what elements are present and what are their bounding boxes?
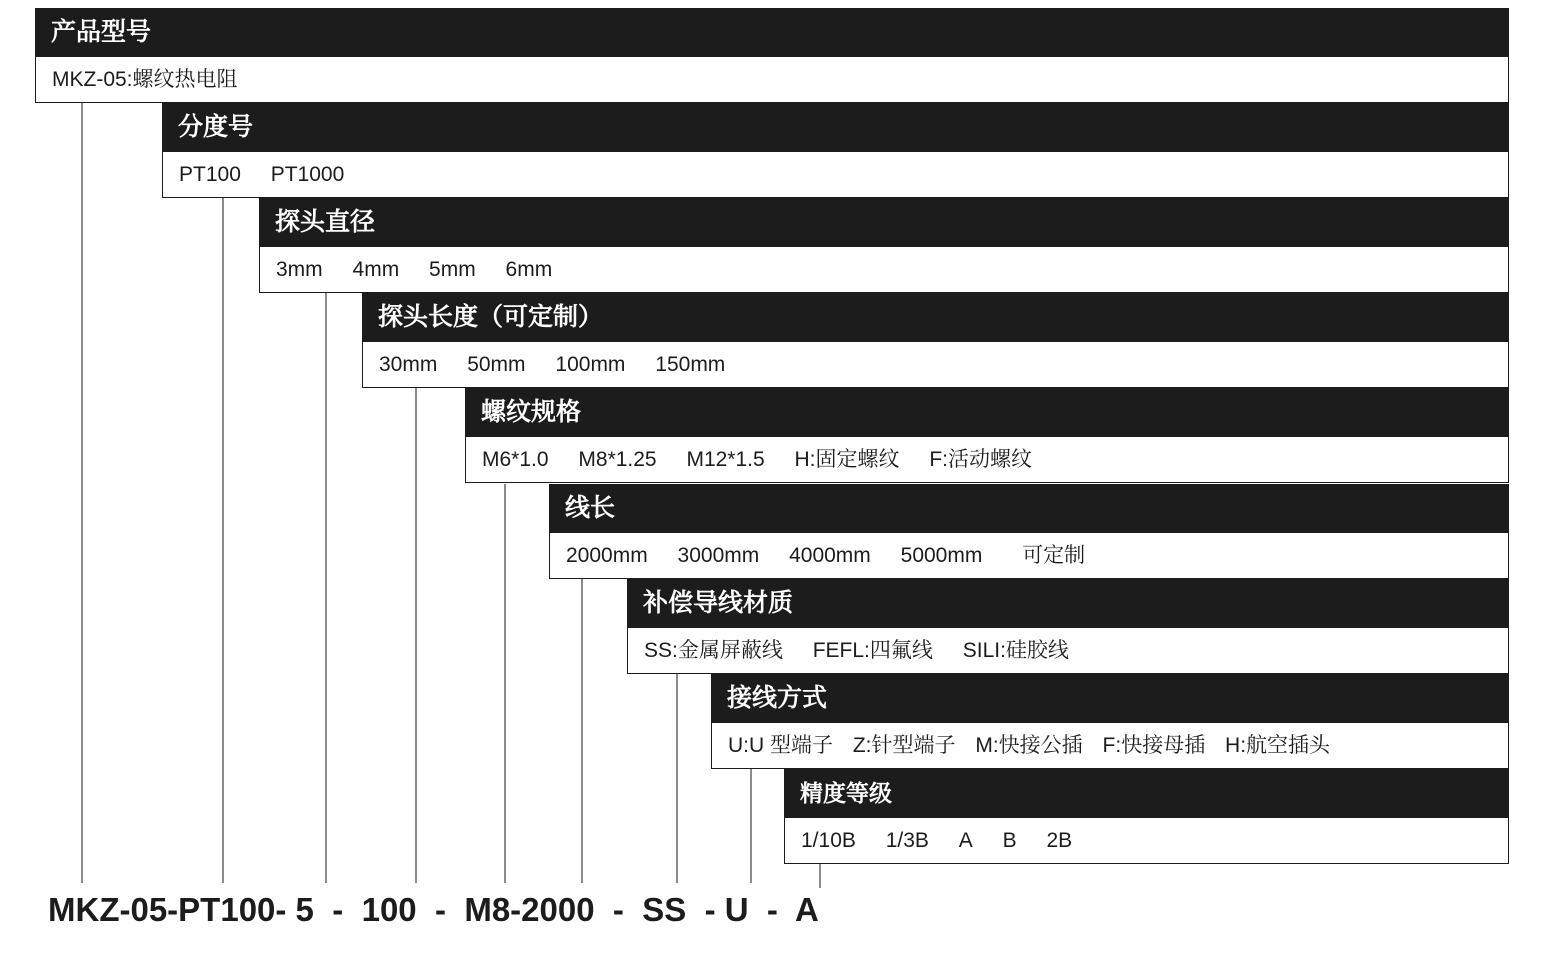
leader-line [325,293,327,883]
section-header: 探头长度（可定制） [362,293,1509,341]
leader-line [222,198,224,883]
section-options [259,246,1509,293]
option: M6*1.0 [482,448,549,471]
section-compensation-wire [627,579,1509,674]
section-options [35,56,1509,103]
example-model-code [48,888,819,932]
section-options [627,627,1509,674]
code-segment: 2000 [521,891,604,928]
code-separator: - [603,891,634,928]
section-header: 补偿导线材质 [627,579,1509,627]
code-segment: 100 [352,891,426,928]
option: 6mm [505,258,553,281]
code-segment: A [787,891,819,928]
option: PT1000 [270,163,345,186]
leader-line [415,388,417,883]
code-segment: M8- [455,891,522,928]
section-header: 精度等级 [784,769,1509,817]
code-separator: - [757,891,788,928]
code-segment: MKZ-05- [48,891,179,928]
option: 2B [1046,829,1073,852]
code-separator: - [323,891,353,928]
section-options [549,532,1509,579]
section-header: 螺纹规格 [465,388,1509,436]
option: H:固定螺纹 [794,448,900,471]
section-header: 探头直径 [259,198,1509,246]
leader-line [819,864,821,888]
option: 50mm [467,353,526,376]
code-segment: 5 [286,891,324,928]
section-options [711,722,1509,769]
option: M12*1.5 [686,448,765,471]
code-segment: U [724,891,758,928]
section-probe-diameter [259,198,1509,293]
option: 30mm [379,353,438,376]
code-segment: SS [633,891,696,928]
option: M:快接公插 [975,734,1083,757]
option: 150mm [655,353,726,376]
section-options [162,151,1509,198]
option: F:快接母插 [1102,734,1206,757]
option: PT100 [179,163,241,186]
section-accuracy-class [784,769,1509,864]
option: Z:针型端子 [852,734,956,757]
section-wire-length [549,484,1509,579]
section-header: 产品型号 [35,8,1509,56]
code-separator: - [425,891,456,928]
option: M8*1.25 [578,448,657,471]
option: 2000mm [566,544,648,567]
option: SS:金属屏蔽线 [644,639,783,662]
option: 4mm [352,258,400,281]
option: 3000mm [677,544,760,567]
option: MKZ-05:螺纹热电阻 [52,68,238,91]
section-probe-length [362,293,1509,388]
section-options [784,817,1509,864]
option: 1/3B [885,829,929,852]
section-header: 接线方式 [711,674,1509,722]
option: U:U 型端子 [728,734,833,757]
section-header: 分度号 [162,103,1509,151]
code-segment: PT100- [178,891,287,928]
leader-line [581,579,583,883]
option: A [958,829,973,852]
option: 100mm [555,353,626,376]
option: 5000mm [900,544,983,567]
section-options [465,436,1509,483]
leader-line [504,484,506,883]
option: F:活动螺纹 [929,448,1033,471]
option: H:航空插头 [1225,734,1331,757]
leader-line [81,103,83,883]
option: 3mm [276,258,323,281]
section-wiring-method [711,674,1509,769]
option: 可定制 [1022,544,1086,567]
leader-line [750,769,752,883]
option: 1/10B [801,829,856,852]
option: B [1002,829,1017,852]
option: SILI:硅胶线 [962,639,1069,662]
code-separator: - [695,891,725,928]
option: FEFL:四氟线 [812,639,933,662]
section-graduation [162,103,1509,198]
section-model [35,8,1509,103]
option: 5mm [429,258,476,281]
leader-line [676,674,678,883]
section-thread-spec [465,388,1509,483]
section-options [362,341,1509,388]
option: 4000mm [789,544,871,567]
section-header: 线长 [549,484,1509,532]
